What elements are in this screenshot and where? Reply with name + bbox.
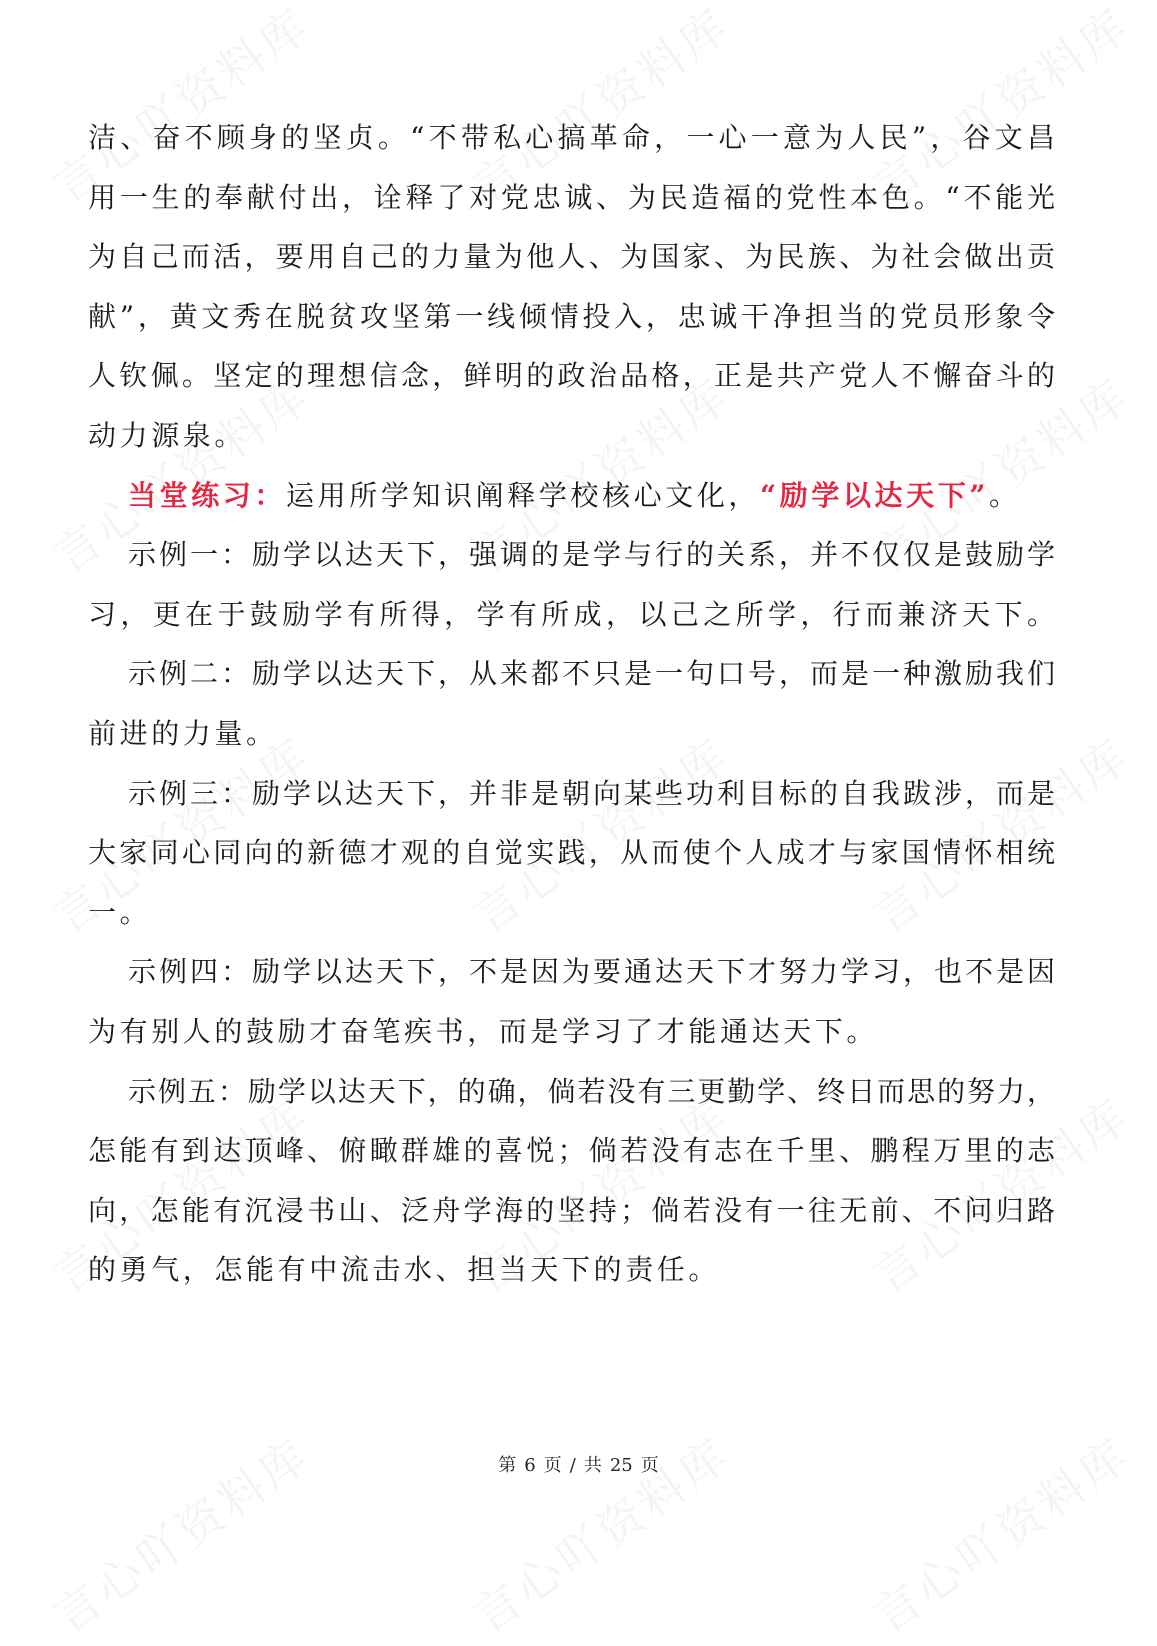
page-number: 6 [524, 1455, 536, 1476]
text-line: 洁、奋不顾身的坚贞。“不带私心搞革命，一心一意为人民”，谷文昌 [88, 121, 1056, 154]
exercise-label: 当堂练习： [128, 478, 287, 512]
example-one [88, 525, 1056, 644]
text-line: 向，怎能有沉浸书山、泛舟学海的坚持；倘若没有一往无前、不问归路 [88, 1193, 1056, 1227]
school-motto: “励学以达天下” [760, 478, 990, 512]
example-two [88, 644, 1056, 763]
page-separator: / [569, 1455, 576, 1476]
intro-paragraph [88, 108, 1056, 466]
text-line: 一。 [88, 895, 152, 929]
page-footer [0, 1451, 1157, 1477]
text-line: 怎能有到达顶峰、俯瞰群雄的喜悦；倘若没有志在千里、鹏程万里的志 [88, 1134, 1056, 1168]
text-line: 示例二：励学以达天下，从来都不只是一句口号，而是一种激励我们 [128, 657, 1056, 691]
text-line: 为有别人的鼓励才奋笔疾书，而是学习了才能通达天下。 [88, 1014, 879, 1048]
page-prefix: 第 [498, 1455, 517, 1476]
text-line: 大家同心同向的新德才观的自觉实践，从而使个人成才与家国情怀相统 [88, 836, 1056, 870]
text-line: 示例五：励学以达天下，的确，倘若没有三更勤学、终日而思的努力， [128, 1074, 1056, 1108]
text-line: 前进的力量。 [88, 716, 278, 750]
text-line: 习，更在于鼓励学有所得，学有所成，以己之所学，行而兼济天下。 [88, 597, 1056, 631]
text-line: 示例三：励学以达天下，并非是朝向某些功利目标的自我跋涉，而是 [128, 776, 1056, 810]
exercise-end: 。 [989, 478, 1021, 512]
document-body [88, 108, 1056, 1300]
text-line: 动力源泉。 [88, 418, 247, 452]
total-pages: 25 [609, 1455, 633, 1476]
text-line: 为自己而活，要用自己的力量为他人、为国家、为民族、为社会做出贡 [88, 240, 1056, 274]
example-four [88, 942, 1056, 1061]
page-unit: 页 [543, 1455, 562, 1476]
example-five [88, 1062, 1056, 1300]
total-unit: 页 [640, 1455, 659, 1476]
text-line: 示例四：励学以达天下，不是因为要通达天下才努力学习，也不是因 [128, 955, 1056, 989]
total-prefix: 共 [583, 1455, 602, 1476]
text-line: 人钦佩。坚定的理想信念，鲜明的政治品格，正是共产党人不懈奋斗的 [88, 359, 1056, 393]
text-line: 用一生的奉献付出，诠释了对党忠诚、为民造福的党性本色。“不能光 [88, 180, 1056, 214]
text-line: 示例一：励学以达天下，强调的是学与行的关系，并不仅仅是鼓励学 [128, 538, 1056, 572]
exercise-prompt [88, 466, 1056, 526]
exercise-text: 运用所学知识阐释学校核心文化， [286, 478, 761, 512]
text-line: 的勇气，怎能有中流击水、担当天下的责任。 [88, 1253, 721, 1287]
text-line: 献”，黄文秀在脱贫攻坚第一线倾情投入，忠诚干净担当的党员形象令 [88, 299, 1056, 333]
example-three [88, 764, 1056, 943]
